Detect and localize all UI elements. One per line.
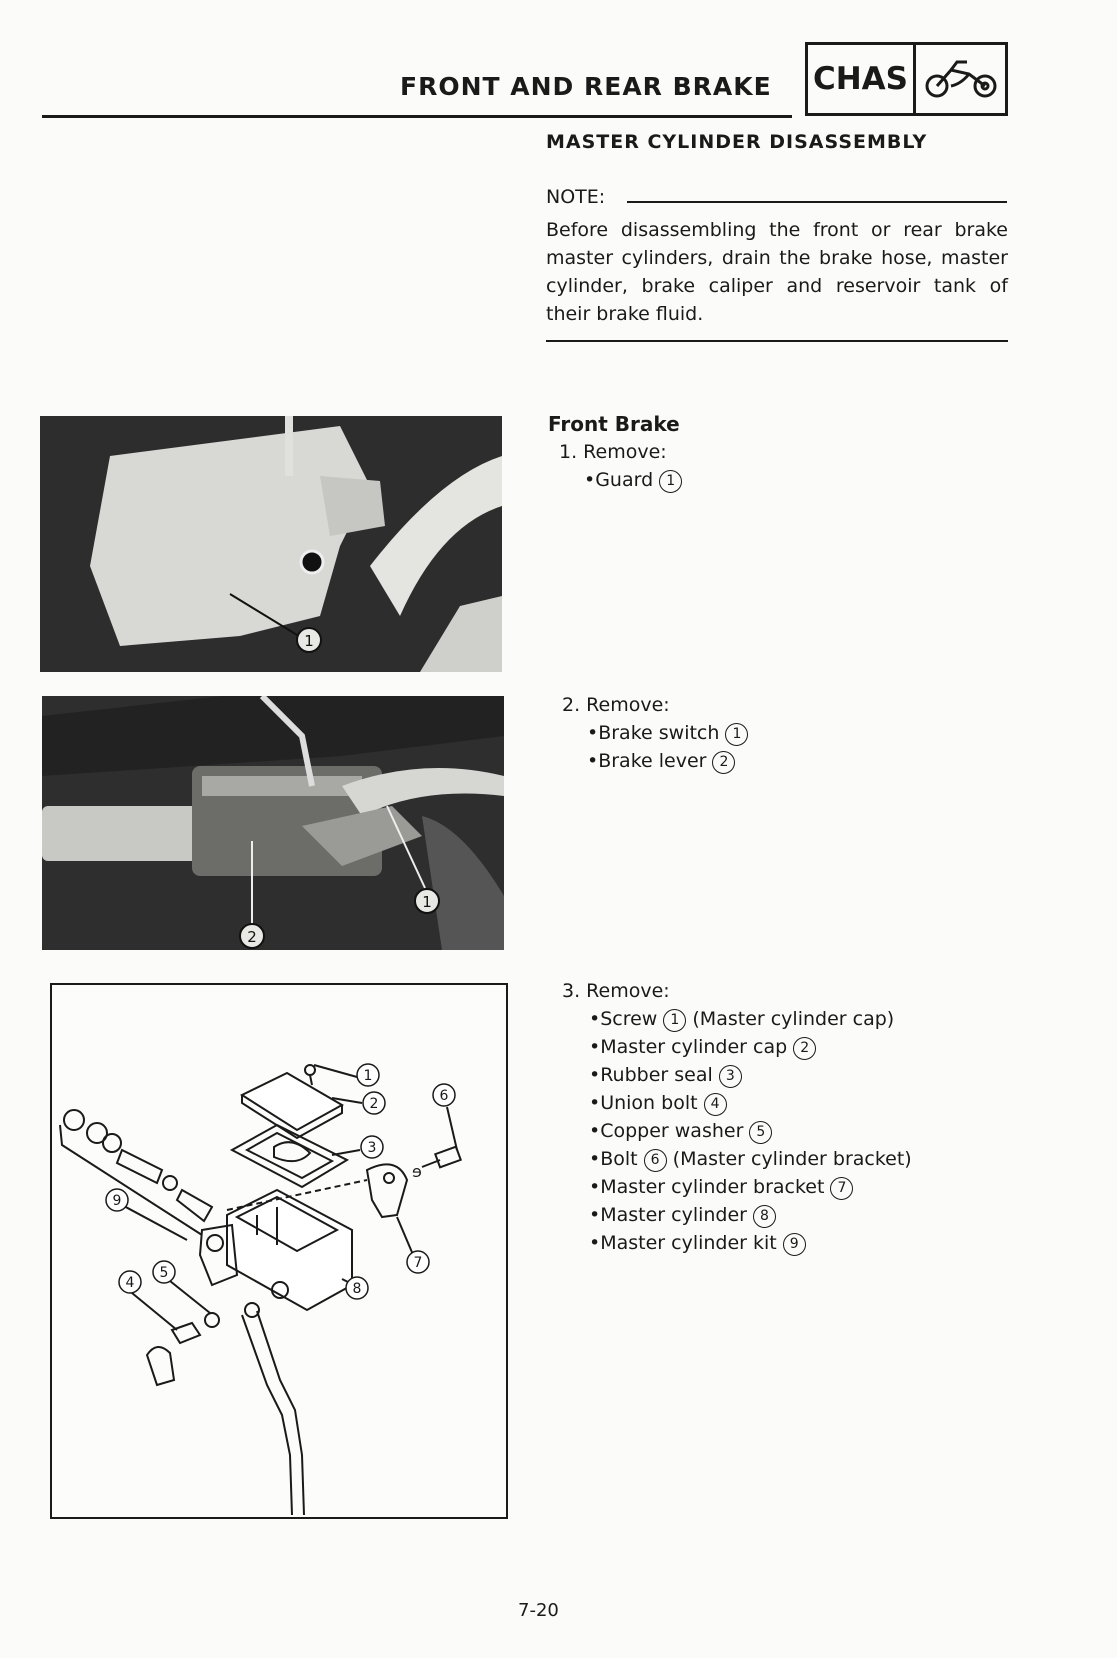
note-bottom-rule: [546, 340, 1008, 342]
diagram-callout-9: [106, 1189, 128, 1211]
list-item: •Brake switch 1: [587, 719, 748, 747]
page-number: 7-20: [518, 1600, 559, 1621]
motorcycle-icon: [916, 45, 1005, 113]
svg-text:5: 5: [159, 1265, 169, 1281]
section-title: MASTER CYLINDER DISASSEMBLY: [546, 131, 928, 153]
note-label: NOTE:: [546, 186, 606, 208]
photo-guard: [40, 416, 502, 672]
header-rule: [42, 115, 792, 118]
list-item: •Bolt 6 (Master cylinder bracket): [589, 1148, 912, 1170]
svg-text:2: 2: [369, 1096, 379, 1112]
svg-text:1: 1: [363, 1068, 373, 1084]
diagram-callout-8: [346, 1277, 368, 1299]
list-item: •Guard 1: [584, 466, 682, 494]
diagram-callout-7: [407, 1251, 429, 1273]
svg-text:2: 2: [247, 928, 257, 946]
svg-text:9: 9: [112, 1193, 122, 1209]
list-item: •Rubber seal 3: [589, 1061, 742, 1089]
list-item: •Brake lever 2: [587, 747, 735, 775]
photo-guard-callout-1: [297, 628, 321, 652]
svg-text:7: 7: [413, 1255, 423, 1271]
svg-text:3: 3: [367, 1140, 377, 1156]
diagram-callout-6: [433, 1084, 455, 1106]
svg-text:6: 6: [439, 1088, 449, 1104]
list-item: •Copper washer 5: [589, 1117, 772, 1145]
list-item: •Union bolt 4: [589, 1089, 727, 1117]
diagram-callout-1: [357, 1064, 379, 1086]
svg-text:8: 8: [352, 1281, 362, 1297]
svg-text:4: 4: [125, 1275, 135, 1291]
list-item: •Screw 1 (Master cylinder cap): [589, 1008, 895, 1030]
step-3-label: 3. Remove:: [562, 980, 670, 1002]
list-item: •Master cylinder bracket 7: [589, 1173, 853, 1201]
svg-text:1: 1: [422, 893, 432, 911]
list-item: •Master cylinder 8: [589, 1201, 776, 1229]
diagram-callout-2: [363, 1092, 385, 1114]
note-top-rule: [627, 201, 1007, 203]
list-item: •Master cylinder cap 2: [589, 1033, 816, 1061]
note-body: Before disassembling the front or rear brake master cylinders, drain the brake hose, master cylinder, brake caliper and reservoir tank of their brake fluid.: [546, 219, 1008, 325]
step-2-label: 2. Remove:: [562, 694, 670, 716]
page-header-title: FRONT AND REAR BRAKE: [400, 72, 772, 101]
photo-brake-lever-callout-2: [240, 924, 264, 948]
svg-text:ɘ: ɘ: [412, 1162, 422, 1181]
diagram-callout-4: [119, 1271, 141, 1293]
list-item: •Master cylinder kit 9: [589, 1229, 806, 1257]
svg-text:1: 1: [304, 632, 314, 650]
diagram-callout-3: [361, 1136, 383, 1158]
exploded-diagram-master-cylinder: [50, 983, 508, 1519]
chapter-badge: [805, 42, 1008, 116]
diagram-callout-5: [153, 1261, 175, 1283]
step-1-label: 1. Remove:: [559, 441, 667, 463]
photo-brake-lever-callout-1: [415, 889, 439, 913]
front-brake-heading: Front Brake: [548, 412, 680, 436]
chapter-badge-label: CHAS: [808, 45, 916, 113]
photo-brake-lever: [42, 696, 504, 950]
